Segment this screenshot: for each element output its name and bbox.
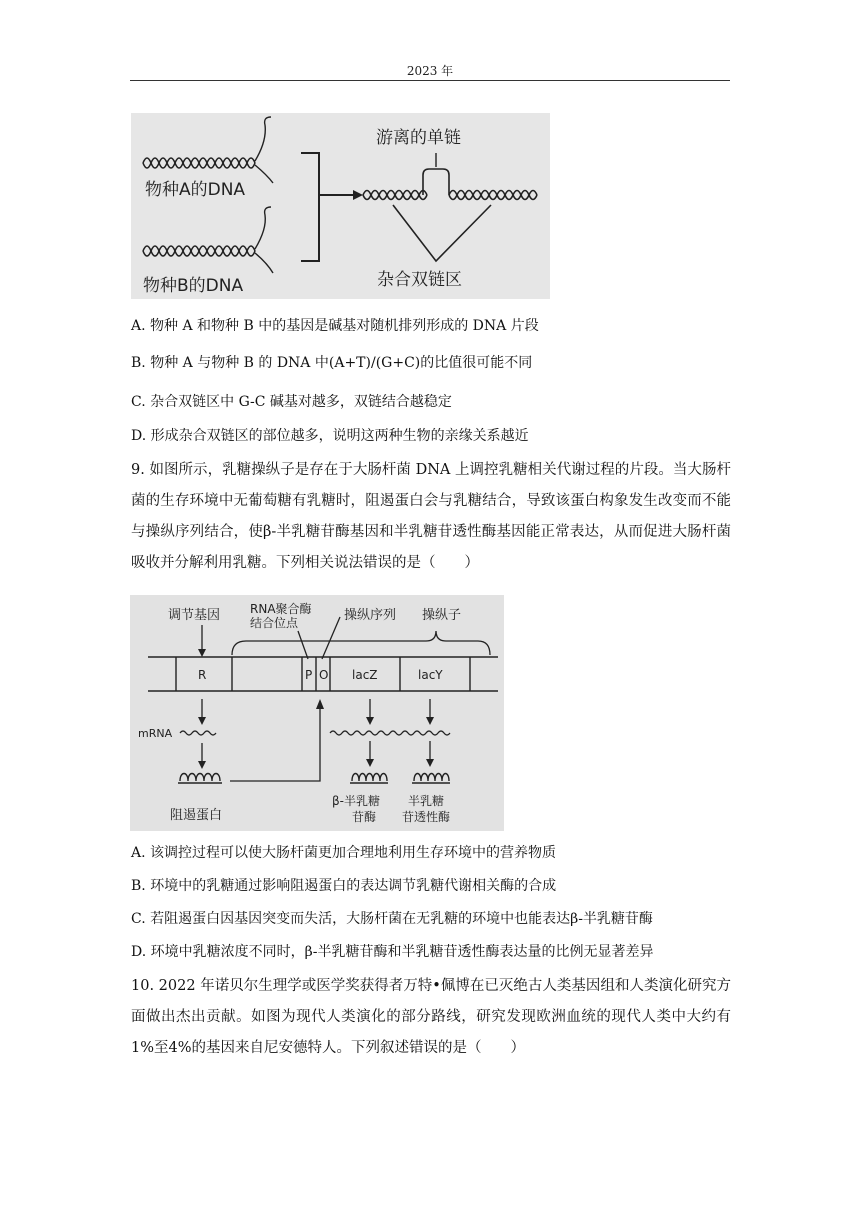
q9-stem: 9. 如图所示，乳糖操纵子是存在于大肠杆菌 DNA 上调控乳糖相关代谢过程的片段。当大肠杆菌的生存环境中无葡萄糖有乳糖时，阻遏蛋白会与乳糖结合，导致该蛋白构象发生改变而不能与操纵序列结合，使β-半乳糖苷酶基因和半乳糖苷透性酶基因能正常表达，从而促进大肠杆菌吸收并分解利用乳糖。下列相关说法错误的是（ ） <box>131 462 731 571</box>
page-header: 2023 年 <box>406 64 454 78</box>
figure-lac-operon <box>130 595 504 831</box>
permease-coil <box>412 774 450 784</box>
segment-p: P <box>305 668 313 682</box>
figure-dna-hybridization <box>131 113 550 299</box>
merge-bracket <box>301 153 319 261</box>
repressor-label: 阻遏蛋白 <box>170 808 223 823</box>
bgal-label-2: 苷酶 <box>352 810 377 824</box>
q9-option-c: C. 若阻遏蛋白因基因突变而失活，大肠杆菌在无乳糖的环境中也能表达β-半乳糖苷酶 <box>131 911 653 927</box>
segment-lacz: lacZ <box>352 668 378 682</box>
operon-bracket <box>232 631 490 655</box>
regulator-gene-label: 调节基因 <box>168 608 221 623</box>
rnap-site-label-2: 结合位点 <box>250 616 299 630</box>
segment-lacy: lacY <box>418 668 443 682</box>
hybrid-pointer <box>393 205 491 261</box>
segment-o: O <box>319 668 329 682</box>
species-b-label: 物种B的DNA <box>143 276 244 296</box>
mrna-label: mRNA <box>138 727 173 740</box>
bgal-label-1: β-半乳糖 <box>332 794 380 808</box>
q9-option-d: D. 环境中乳糖浓度不同时，β-半乳糖苷酶和半乳糖苷透性酶表达量的比例无显著差异 <box>131 944 654 960</box>
operator-seq-label: 操纵序列 <box>344 608 397 623</box>
repressor-mrna <box>180 731 216 735</box>
q8-option-d: D. 形成杂合双链区的部位越多，说明这两种生物的亲缘关系越近 <box>131 428 529 444</box>
q8-option-a: A. 物种 A 和物种 B 中的基因是碱基对随机排列形成的 DNA 片段 <box>131 318 539 334</box>
operon-label: 操纵子 <box>422 608 462 623</box>
q10-stem: 10. 2022 年诺贝尔生理学或医学奖获得者万特•佩博在已灭绝古人类基因组和人类演化研究方面做出杰出贡献。如图为现代人类演化的部分路线，研究发现欧洲血统的现代人类中大约有1%至4%的基因来自尼安德特人。下列叙述错误的是（ ） <box>131 978 731 1056</box>
permease-label-2: 苷透性酶 <box>402 810 451 824</box>
hybrid-label: 杂合双链区 <box>377 270 462 290</box>
q9-option-b: B. 环境中的乳糖通过影响阻遏蛋白的表达调节乳糖代谢相关酶的合成 <box>131 878 557 894</box>
repressor-protein-coil <box>178 774 222 784</box>
rnap-site-label-1: RNA聚合酶 <box>250 602 312 616</box>
q8-option-c: C. 杂合双链区中 G-C 碱基对越多，双链结合越稳定 <box>131 394 452 410</box>
species-a-label: 物种A的DNA <box>145 180 246 200</box>
permease-label-1: 半乳糖 <box>408 794 445 808</box>
q8-option-b: B. 物种 A 与物种 B 的 DNA 中(A+T)/(G+C)的比值很可能不同 <box>131 355 533 371</box>
bgal-coil <box>350 774 388 784</box>
segment-r: R <box>198 668 207 682</box>
header-divider <box>130 80 730 81</box>
repressor-to-operator <box>230 707 320 781</box>
q9-option-a: A. 该调控过程可以使大肠杆菌更加合理地利用生存环境中的营养物质 <box>131 845 557 861</box>
operon-mrna <box>330 731 450 735</box>
free-strand-loop <box>423 169 449 195</box>
free-strand-label: 游离的单链 <box>376 128 461 148</box>
